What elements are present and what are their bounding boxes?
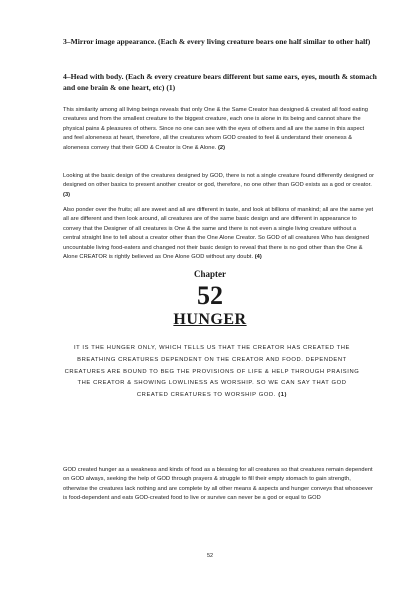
paragraph-similarity: This similarity among all living beings reveals that only One & the Same Creator has designed & created all food eating creatures and from the smallest creature to the biggest creature, each one is alone in its being and cannot share the physical pains & pleasures of others. Since no one can see with the eyes of others and all are the same in this aspect and feel aloneness at heart, therefore, all the creatures whom GOD created to feel & understand their oneness & aloneness convey that their GOD & Creator is One & Alone. (2) (63, 107, 369, 151)
chapter-label: Chapter (194, 269, 226, 279)
footnote-ref: (3) (63, 191, 71, 198)
paragraph-hunger-weakness: GOD created hunger as a weakness and kinds of food as a blessing for all creatures so that creatures remain dependent on GOD always, seeking the help of GOD through prayers & struggle to fill their empty stomach to gain strength, otherwise the creatures lack nothing and are complete by all other means & aspects and hunger conveys that whosoever is food-dependent and eats GOD-created food to live or survive can never be a god or equal to GOD (63, 467, 373, 502)
footnote-ref: (2) (217, 144, 226, 151)
chapter-intro: IT IS THE HUNGER ONLY, WHICH TELLS US THAT THE CREATOR HAS CREATED THE BREATHING CREATURES DEPENDENT ON THE CREATOR AND FOOD. DEPENDENT CREATURES ARE BOUND TO BEG THE PROVISIONS OF LIFE & HELP THROUGH PRAISING THE CREATOR & SHOWING LOWLINESS AS WORSHIP. SO WE CAN SAY THAT GOD CREATED CREATURES TO WORSHIP GOD. (1) (64, 345, 360, 399)
list-item-text: 4–Head with body. (Each & every creature bears different but same ears, eyes, mouth & stomach and one brain & one heart, etc) (1) (63, 72, 377, 92)
chapter-title: HUNGER (173, 311, 247, 328)
list-item-mirror-image (63, 37, 383, 48)
paragraph-basic-design: Looking at the basic design of the creatures designed by GOD, there is not a single creature found differently designed or designed on other basics to present another creator or god, therefore, no one other than GOD exists as a god or creator. (3) (63, 173, 375, 198)
footnote-ref: (4) (254, 254, 262, 261)
chapter-number: 52 (197, 281, 223, 310)
page-number: 52 (206, 553, 214, 559)
paragraph-fruits: Also ponder over the fruits; all are sweet and all are different in taste, and look at billions of mankind; all are the same yet all are different and then look around, all creatures are of the same basic design and are different in appearance to convey that the Designer of all creatures is One & the same and there is not even a single living creature without a central straight line to tell about a creator other than the One Alone Creator. So GOD of all creatures Who has designed uncountable living food-eaters and changed not their basic design to reveal that there is no god other than the One & Alone CREATOR is rightly believed as One Alone GOD without any doubt. (4) (63, 207, 374, 261)
list-item-text: 3–Mirror image appearance. (Each & every living creature bears one half similar to other half) (63, 37, 371, 46)
footnote-ref: (1) (278, 392, 288, 399)
list-item-head-with-body (63, 72, 383, 93)
